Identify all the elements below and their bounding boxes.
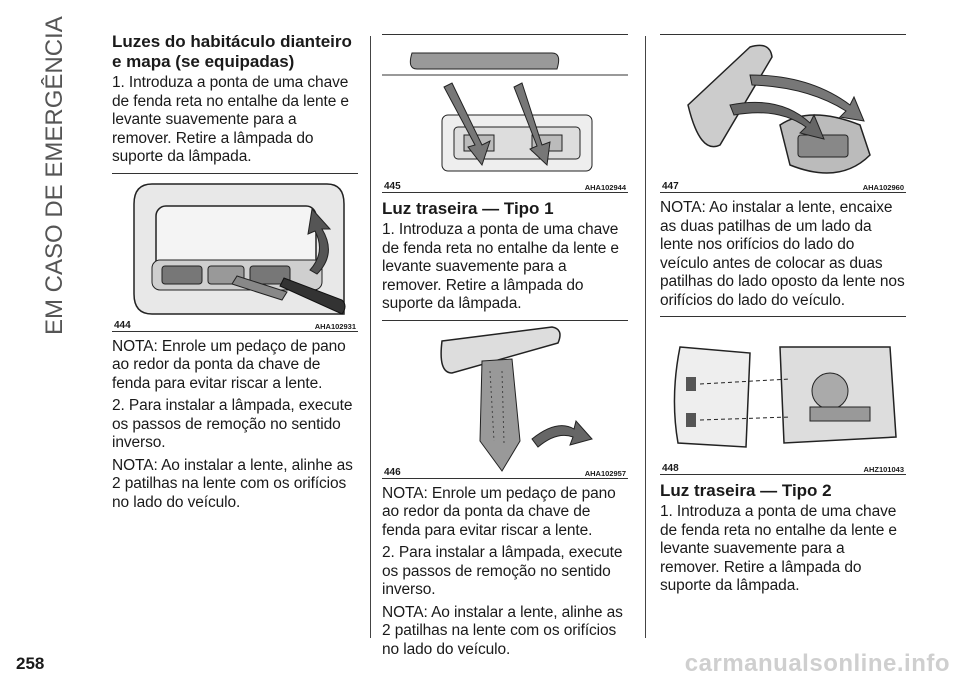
figure-number: 447 [662, 181, 679, 192]
paragraph: 2. Para instalar a lâmpada, execute os passos de remoção no sentido inverso. [112, 397, 353, 451]
section-heading: Luzes do habitáculo dianteiro e mapa (se equipadas) [112, 32, 352, 71]
rear-lamp-screwdriver-illustration [382, 321, 628, 481]
figure-code: AHA102944 [584, 183, 626, 192]
column-divider [370, 36, 371, 638]
lens-install-illustration [660, 35, 906, 195]
watermark: carmanualsonline.info [684, 650, 950, 677]
page-number: 258 [16, 654, 45, 673]
figure-caption [112, 320, 358, 331]
figure-caption [660, 181, 906, 192]
figure-code: AHA102960 [862, 183, 904, 192]
paragraph: 1. Introduza a ponta de uma chave de fenda reta no entalhe da lente e levante suavemente para a remover. Retire a lâmpada do suporte da lâmpada. [382, 221, 619, 312]
figure-code: AHZ101043 [863, 465, 904, 474]
column-divider [645, 36, 646, 638]
section-heading: Luz traseira — Tipo 1 [382, 199, 554, 218]
paragraph: 1. Introduza a ponta de uma chave de fenda reta no entalhe da lente e levante suavemente para a remover. Retire a lâmpada do suporte da lâmpada. [660, 503, 897, 594]
figure-number: 446 [384, 466, 401, 478]
note: NOTA: Enrole um pedaço de pano ao redor da ponta da chave de fenda para evitar riscar a lente. [382, 484, 616, 539]
section-heading: Luz traseira — Tipo 2 [660, 481, 832, 500]
figure-447 [660, 34, 906, 193]
column-3 [660, 32, 906, 600]
paragraph: 2. Para instalar a lâmpada, execute os passos de remoção no sentido inverso. [382, 544, 623, 598]
figure-448 [660, 316, 906, 475]
note: NOTA: Enrole um pedaço de pano ao redor da ponta da chave de fenda para evitar riscar a lente. [112, 337, 346, 392]
figure-number: 445 [384, 181, 401, 192]
figure-number: 444 [114, 319, 131, 331]
figure-caption [382, 181, 628, 192]
figure-caption [382, 467, 628, 478]
figure-code: AHA102957 [584, 468, 626, 478]
chapter-sidebar [4, 10, 74, 340]
column-2 [382, 32, 628, 663]
figure-446 [382, 320, 628, 479]
chapter-title: EM CASO DE EMERGÊNCIA [41, 16, 68, 335]
figure-number: 448 [662, 463, 679, 474]
figure-caption [660, 463, 906, 474]
figure-code: AHA102931 [314, 321, 356, 331]
figure-445 [382, 34, 628, 193]
paragraph: 1. Introduza a ponta de uma chave de fenda reta no entalhe da lente e levante suavemente para a remover. Retire a lâmpada do suporte da lâmpada. [112, 74, 349, 165]
front-dome-lamp-illustration [112, 174, 358, 334]
note: NOTA: Ao instalar a lente, alinhe as 2 patilhas na lente com os orifícios no lado do veículo. [112, 456, 353, 511]
note: NOTA: Ao instalar a lente, encaixe as duas patilhas de um lado da lente nos orifícios do lado do veículo antes de colocar as duas patilhas do lado oposto da lente nos orifícios do lado do veículo. [660, 199, 905, 309]
rear-lamp-type2-illustration [660, 317, 906, 477]
note: NOTA: Ao instalar a lente, alinhe as 2 patilhas na lente com os orifícios no lado do veículo. [382, 603, 623, 658]
column-1 [112, 32, 358, 516]
figure-444 [112, 173, 358, 332]
rear-lamp-arrows-illustration [382, 35, 628, 195]
